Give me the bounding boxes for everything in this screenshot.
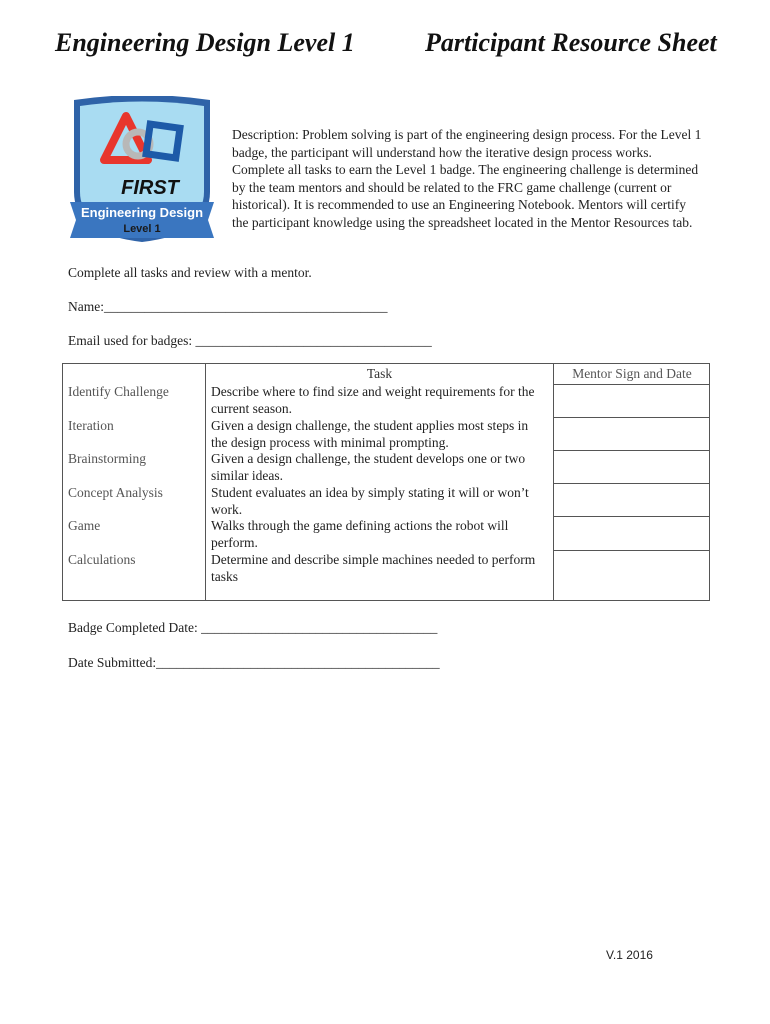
email-field[interactable]: Email used for badges: ___________________________________ (68, 333, 432, 348)
row-label: Game (68, 518, 101, 533)
row-label: Identify Challenge (68, 384, 169, 399)
description-paragraph: Description: Problem solving is part of the engineering design process. For the Level 1 badge, the participant will understand how the iterative design process works. Complete all tasks to earn the Level 1 badge. The engineering challenge is determined by the team mentors and should be related to the FRC game challenge (current or historical). It is recommended to use an Engineering Notebook. Mentors will certify the participant knowledge using the spreadsheet located in the Mentor Resources tab. (232, 127, 702, 230)
instructions-text: Complete all tasks and review with a mentor. (68, 265, 312, 280)
page-header (0, 28, 770, 68)
task-cell: Student evaluates an idea by simply stating it will or won’t work. (211, 485, 529, 517)
document-title: Engineering Design Level 1 (55, 28, 355, 57)
badge-shield-icon (68, 96, 216, 244)
mentor-sign-cell[interactable] (554, 550, 710, 601)
mentor-sign-cell[interactable] (554, 483, 710, 517)
row-label: Brainstorming (68, 451, 146, 466)
document-subtitle: Participant Resource Sheet (425, 28, 717, 57)
engineering-design-badge (68, 96, 216, 244)
mentor-sign-cell[interactable] (554, 384, 710, 418)
mentor-sign-cell[interactable] (554, 450, 710, 484)
task-table (62, 363, 710, 601)
task-label-column (63, 364, 206, 600)
row-label: Concept Analysis (68, 485, 163, 500)
row-label: Iteration (68, 418, 114, 433)
mentor-sign-cell[interactable] (554, 516, 710, 550)
task-header: Task (366, 366, 393, 381)
badge-completed-date-field[interactable]: Badge Completed Date: ___________________________________ (68, 620, 438, 635)
task-cell: Given a design challenge, the student applies most steps in the design process with minimal prompting. (211, 418, 529, 450)
badge-brand-text: FIRST (121, 177, 179, 199)
mentor-sign-cell[interactable] (554, 417, 710, 451)
name-field[interactable]: Name:__________________________________________ (68, 299, 388, 314)
task-cell: Walks through the game defining actions the robot will perform. (211, 518, 509, 550)
row-label: Calculations (68, 552, 136, 567)
date-submitted-field[interactable]: Date Submitted:__________________________________________ (68, 655, 440, 670)
task-cell: Describe where to find size and weight requirements for the current season. (211, 384, 535, 416)
badge-line1-text: Engineering Design (80, 205, 204, 220)
task-description-column (206, 364, 554, 600)
mentor-header: Mentor Sign and Date (572, 366, 692, 381)
mentor-sign-column (554, 364, 710, 600)
badge-line2-text: Level 1 (123, 223, 161, 235)
task-cell: Given a design challenge, the student develops one or two similar ideas. (211, 451, 526, 483)
version-footer: V.1 2016 (606, 948, 653, 962)
task-cell: Determine and describe simple machines needed to perform tasks (211, 552, 536, 584)
